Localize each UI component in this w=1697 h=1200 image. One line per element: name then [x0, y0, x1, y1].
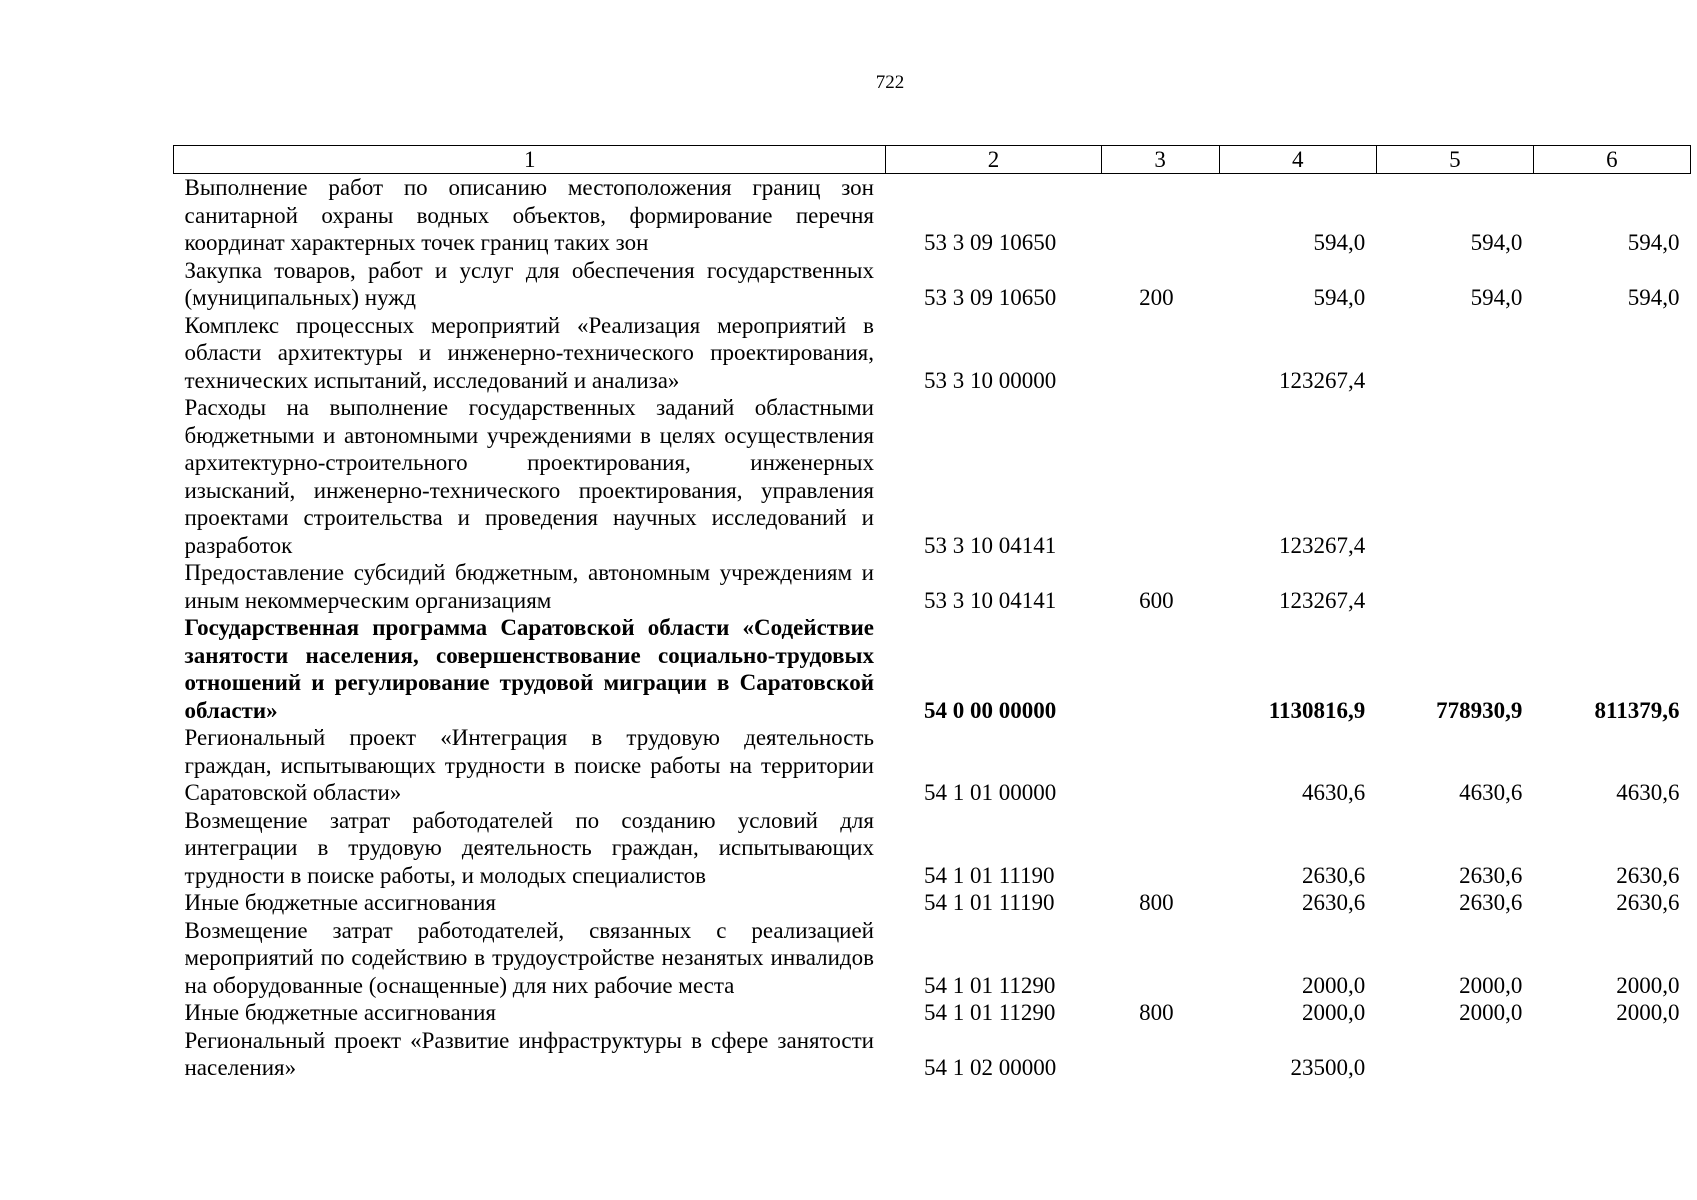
- row-name: Региональный проект «Интеграция в трудовую деятельность граждан, испытывающих трудности в поиске работы на территории Саратовской области»: [184, 725, 874, 805]
- row-value-col-5: 4630,6: [1459, 780, 1523, 805]
- row-expense-type: [1101, 174, 1219, 257]
- header-col-3: 3: [1101, 146, 1219, 174]
- row-code: 53 3 10 04141: [923, 532, 1057, 558]
- row-value-col-5: [1376, 559, 1533, 614]
- row-value-col-4: 23500,0: [1290, 1055, 1366, 1080]
- header-col-2: 2: [886, 146, 1101, 174]
- header-row: [174, 146, 1691, 174]
- row-value-col-4: 4630,6: [1302, 780, 1366, 805]
- row-value-col-4: 2630,6: [1302, 890, 1366, 915]
- row-value-col-5: 594,0: [1470, 230, 1523, 255]
- table-row: [174, 559, 1691, 614]
- row-expense-type: [1101, 724, 1219, 807]
- row-value-col-5: 2630,6: [1459, 890, 1523, 915]
- table-row: [174, 1027, 1691, 1082]
- table-row: [174, 889, 1691, 917]
- row-name: Предоставление субсидий бюджетным, автономным учреждениям и иным некоммерческим организациям: [184, 560, 874, 613]
- row-value-col-4: 1130816,9: [1268, 697, 1366, 723]
- row-expense-type: 600: [1139, 587, 1174, 613]
- row-code: 54 1 02 00000: [923, 1055, 1057, 1080]
- row-expense-type: [1101, 312, 1219, 395]
- table-row: [174, 724, 1691, 807]
- table-row: [174, 999, 1691, 1027]
- row-value-col-5: 2000,0: [1459, 972, 1523, 998]
- row-name: Расходы на выполнение государственных заданий областными бюджетными и автономными учреждениями в целях осуществления архитектурно-строительного проектирования, инженерных изысканий, инженерно-технического проектирования, управления проектами строительства и проведения научных исследований и разработок: [184, 395, 874, 558]
- row-expense-type: [1101, 807, 1219, 890]
- row-name: Региональный проект «Развитие инфраструктуры в сфере занятости населения»: [184, 1027, 874, 1080]
- row-name: Возмещение затрат работодателей, связанных с реализацией мероприятий по содействию в трудоустройстве незанятых инвалидов на оборудованные (оснащенные) для них рабочие места: [184, 917, 874, 998]
- table-row: [174, 257, 1691, 312]
- row-code: 54 1 01 11290: [923, 1000, 1056, 1025]
- row-value-col-6: [1533, 1027, 1690, 1082]
- row-code: 54 1 01 00000: [923, 780, 1057, 805]
- row-value-col-5: 778930,9: [1436, 697, 1523, 723]
- row-value-col-5: 2000,0: [1459, 1000, 1523, 1025]
- table-row: [174, 807, 1691, 890]
- row-name: Комплекс процессных мероприятий «Реализация мероприятий в области архитектуры и инженерно-технического проектирования, технических испытаний, исследований и анализа»: [184, 312, 874, 393]
- row-value-col-5: [1376, 394, 1533, 559]
- header-col-1: 1: [174, 146, 886, 174]
- row-code: 53 3 09 10650: [923, 230, 1057, 255]
- row-value-col-6: 594,0: [1627, 230, 1680, 255]
- row-value-col-6: 2000,0: [1616, 1000, 1680, 1025]
- row-value-col-4: 594,0: [1313, 230, 1366, 255]
- row-name: Иные бюджетные ассигнования: [184, 890, 496, 915]
- row-code: 54 1 01 11290: [923, 972, 1056, 998]
- row-expense-type: [1101, 614, 1219, 724]
- row-expense-type: [1101, 1027, 1219, 1082]
- row-expense-type: 200: [1139, 285, 1174, 310]
- table-row: [174, 174, 1691, 257]
- row-value-col-6: [1533, 394, 1690, 559]
- row-value-col-6: 2000,0: [1616, 972, 1680, 998]
- row-value-col-6: 594,0: [1627, 285, 1680, 310]
- row-value-col-5: [1376, 1027, 1533, 1082]
- row-value-col-6: [1533, 559, 1690, 614]
- budget-table: [173, 145, 1691, 1082]
- row-value-col-4: 2000,0: [1302, 1000, 1366, 1025]
- row-name: Выполнение работ по описанию местоположения границ зон санитарной охраны водных объектов, формирование перечня координат характерных точек границ таких зон: [184, 175, 874, 255]
- row-value-col-6: 4630,6: [1616, 780, 1680, 805]
- row-value-col-5: 594,0: [1470, 285, 1523, 310]
- table-row: [174, 394, 1691, 559]
- row-code: 53 3 09 10650: [923, 285, 1057, 310]
- page-number: 722: [875, 72, 905, 93]
- row-name: Иные бюджетные ассигнования: [184, 1000, 496, 1025]
- row-value-col-6: 811379,6: [1594, 697, 1680, 723]
- row-value-col-4: 594,0: [1313, 285, 1366, 310]
- row-name: Государственная программа Саратовской области «Содействие занятости населения, совершенствование социально-трудовых отношений и регулирование трудовой миграции в Саратовской области»: [184, 615, 874, 723]
- row-value-col-4: 2000,0: [1302, 972, 1366, 998]
- row-value-col-4: 2630,6: [1302, 862, 1366, 888]
- row-value-col-4: 123267,4: [1279, 367, 1366, 393]
- row-name: Закупка товаров, работ и услуг для обеспечения государственных (муниципальных) нужд: [184, 257, 874, 310]
- row-expense-type: [1101, 394, 1219, 559]
- row-value-col-6: 2630,6: [1616, 862, 1680, 888]
- row-value-col-4: 123267,4: [1279, 587, 1366, 613]
- row-code: 53 3 10 00000: [923, 367, 1057, 393]
- row-expense-type: [1101, 917, 1219, 1000]
- row-expense-type: 800: [1139, 1000, 1174, 1025]
- row-value-col-5: 2630,6: [1459, 862, 1523, 888]
- table-row: [174, 614, 1691, 724]
- table-header: [174, 146, 1691, 174]
- row-code: 54 1 01 11190: [923, 890, 1055, 915]
- row-value-col-4: 123267,4: [1279, 532, 1366, 558]
- header-col-4: 4: [1219, 146, 1376, 174]
- row-value-col-6: 2630,6: [1616, 890, 1680, 915]
- row-code: 54 0 00 00000: [923, 697, 1057, 723]
- header-col-5: 5: [1376, 146, 1533, 174]
- table-row: [174, 917, 1691, 1000]
- row-name: Возмещение затрат работодателей по созданию условий для интеграции в трудовую деятельность граждан, испытывающих трудности в поиске работы, и молодых специалистов: [184, 807, 874, 888]
- row-code: 53 3 10 04141: [923, 587, 1057, 613]
- row-value-col-6: [1533, 312, 1690, 395]
- row-code: 54 1 01 11190: [923, 862, 1055, 888]
- table-row: [174, 312, 1691, 395]
- row-value-col-5: [1376, 312, 1533, 395]
- row-expense-type: 800: [1139, 890, 1174, 915]
- table-body: [174, 174, 1691, 1082]
- header-col-6: 6: [1533, 146, 1690, 174]
